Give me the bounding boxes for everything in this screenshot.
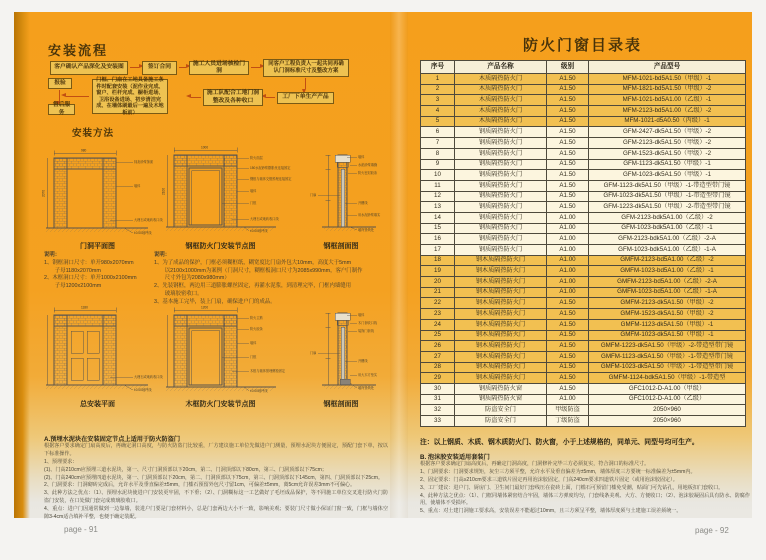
table-cell-no: 30	[421, 383, 455, 394]
diagram-label: 开槽线	[358, 359, 368, 364]
diagram-label: 用水泥砂浆填实	[358, 213, 381, 218]
flow-box-after-sales: 售后服务	[48, 104, 75, 115]
dimension-label: 1200	[201, 305, 209, 310]
table-cell-no: 24	[421, 319, 455, 330]
table-cell-no: 26	[421, 341, 455, 352]
table-row	[421, 191, 746, 202]
table-cell-grade: A1.50	[547, 116, 589, 127]
text-line: 4、此种方法之优点：（1）、门框同墙体紧密结合牢固，墙体三方弹度均匀，门套线条美观、大方、方便收口；（2）、泡沫胶凝固后具有防水、防腐作用，使墙体不受损坏。	[420, 492, 750, 507]
table-cell-name: 木质隔热防火门	[455, 116, 547, 127]
table-row	[421, 405, 746, 416]
table-cell-model: GFM-1023-dk5A1.50（甲级）-1-带造型带门镜	[589, 191, 746, 202]
table-cell-no: 13	[421, 202, 455, 213]
table-cell-model: GMFM-2123-bd5A1.00（乙级）-2-A	[589, 277, 746, 288]
table-cell-model: GFC1012-D-A1.00（乙级）	[589, 394, 746, 405]
table-cell-model: GMFM-1023-dk5A1.50（甲级）-1	[589, 330, 746, 341]
table-header-row	[421, 61, 746, 74]
text-line: 以2100x1000mm为案例（门洞尺寸，糊框板洞口尺寸为2085x990mm，客户门制作	[154, 267, 363, 274]
text-line: 5、重点：对土建门洞施工要求高，安装误差不能超过10mm，且三方须呈平整，墙体厚度须与土建施工误差须统一。	[420, 508, 682, 515]
table-cell-no: 27	[421, 351, 455, 362]
diagram-caption: 钢框剖面图	[323, 401, 359, 408]
table-cell-no: 17	[421, 245, 455, 256]
table-cell-grade: A1.50	[547, 383, 589, 394]
flow-arrow-right-icon	[130, 67, 139, 68]
text-line: 2、门洞要求：门洞砌砖完成后，允许水平及垂直偏差±5mm，门槛石预留外包尺寸留1cm，可偏差±5mm，离5cm允许误差3mm不可偏心。	[44, 482, 356, 489]
table-cell-name: 钢木质隔热防火门	[455, 341, 547, 352]
table-cell-name: 钢质隔热防火门	[455, 245, 547, 256]
diagram-label: 钢框与墙体交错预埋连接固定	[250, 177, 292, 182]
page-fold	[390, 12, 408, 518]
page-number-left: page - 91	[64, 525, 98, 534]
diagram-label: 水泥砂浆填缝	[358, 163, 378, 168]
flow-arrow-down-icon	[59, 90, 60, 101]
catalog-table	[420, 60, 746, 427]
table-row	[421, 394, 746, 405]
table-cell-name: 钢木质隔热防火门	[455, 319, 547, 330]
table-cell-model: GMFM-1023-bd5A1.00（乙级）-1	[589, 266, 746, 277]
table-row	[421, 319, 746, 330]
table-cell-grade: A1.00	[547, 223, 589, 234]
method-title: 安装方法	[72, 128, 115, 139]
diagram-label: 墙内垫块处	[358, 386, 374, 391]
binding-shadow	[14, 12, 30, 518]
table-cell-model: 2050×960	[589, 416, 746, 427]
section-b-heading: B. 泡沫胶安装适用套装门	[420, 454, 490, 461]
column-header-no: 序号	[421, 61, 455, 74]
text-line: 尺寸外包为2080x980mm）	[154, 275, 230, 282]
table-cell-name: 钢质隔热防火门	[455, 138, 547, 149]
table-cell-grade: A1.50	[547, 202, 589, 213]
diagram-door-opening-plan	[40, 146, 163, 241]
flow-arrow-left-icon	[266, 97, 275, 98]
table-cell-grade: A1.00	[547, 255, 589, 266]
diagram-caption: 总安装平面	[80, 401, 115, 408]
table-cell-grade: A1.50	[547, 170, 589, 181]
table-cell-grade: 甲级防盗	[547, 405, 589, 416]
flow-arrow-right-icon	[251, 67, 260, 68]
table-cell-name: 钢木质隔热防火门	[455, 277, 547, 288]
table-cell-model: MFM-1021-d5A0.50（丙级）-1	[589, 116, 746, 127]
diagram-steel-frame-node	[158, 143, 292, 243]
text-line: 根据客户要求确定门扇高度后，再确定门洞高度，门洞修补完毕三方必须复实，符合洞口的标准尺寸。	[420, 461, 650, 467]
table-cell-grade: A1.50	[547, 341, 589, 352]
table-cell-grade: A1.50	[547, 180, 589, 191]
section-b-body	[420, 461, 750, 516]
table-cell-model: GMFM-1123-dk5A1.50（甲级）-1-带造型带门镜	[589, 351, 746, 362]
diagram-wood-frame-node	[158, 303, 286, 403]
column-header-model: 产品型号	[589, 61, 746, 74]
table-cell-name: 钢质隔热防火门	[455, 191, 547, 202]
table-cell-model: GMFM-1223-dk5A1.50（甲级）-2-带造型带门镜	[589, 341, 746, 352]
diagram-label: 墙体	[250, 189, 257, 194]
table-row	[421, 330, 746, 341]
diagram-label: ±0.00地坪线	[134, 231, 152, 236]
table-row	[421, 180, 746, 191]
table-cell-no: 20	[421, 277, 455, 288]
table-row	[421, 95, 746, 106]
table-cell-grade: A1.00	[547, 287, 589, 298]
table-cell-grade: A1.50	[547, 106, 589, 117]
dimension-label: 980	[81, 148, 87, 153]
diagram-label: ±0.00地坪线	[250, 389, 268, 394]
diagram-steel-frame-section	[296, 145, 386, 245]
table-cell-no: 6	[421, 127, 455, 138]
table-cell-grade: A1.50	[547, 138, 589, 149]
diagram-label: 开槽线	[358, 201, 368, 206]
table-cell-model: GMFM-2123-bd5A1.00（乙级）-2	[589, 255, 746, 266]
table-cell-grade: A1.00	[547, 394, 589, 405]
table-row	[421, 351, 746, 362]
flow-box-inspection: 报验	[48, 78, 72, 89]
diagram-label: 木框与墙体预埋螺栓固定	[250, 369, 286, 374]
table-cell-grade: A1.50	[547, 319, 589, 330]
catalog-note: 注：以上钢质、木质、钢木质防火门、防火窗，小于上述规格的，同单元、同型号均可生产。	[420, 439, 699, 446]
table-cell-name: 钢木质隔热防火门	[455, 287, 547, 298]
table-cell-name: 钢木质隔热防火门	[455, 373, 547, 384]
text-line: 2、先装钢框，两边用三道膨胀螺丝固定，再灌水泥浆，到清理完毕，门框内墙缝用	[154, 283, 352, 290]
notes-left	[44, 252, 150, 291]
table-cell-no: 21	[421, 287, 455, 298]
table-cell-grade: A1.00	[547, 212, 589, 223]
table-cell-no: 10	[421, 170, 455, 181]
table-row	[421, 309, 746, 320]
table-row	[421, 341, 746, 352]
text-line: 3、工厂建议：进户门、厨房门、卫生间门最好门套线压在瓷砖上面，门槛石可预留门槛免受潮，贴面门可先钻孔，用地板扣门套收口。	[420, 484, 724, 491]
table-cell-model: 2050×960	[589, 405, 746, 416]
table-cell-grade: A1.50	[547, 95, 589, 106]
diagram-label: 大理石或地砖收口线	[250, 217, 279, 222]
table-cell-name: 钢木质隔热防火门	[455, 362, 547, 373]
diagram-steel-frame-section-2	[296, 303, 386, 403]
table-cell-grade: A1.50	[547, 148, 589, 159]
section-a-body	[44, 443, 388, 522]
diagram-caption: 钢框防火门安装节点图	[185, 243, 256, 250]
notes-left-heading: 说明：	[44, 252, 61, 258]
table-cell-model: GFM-1023-bdk5A1.00（乙级）-1	[589, 223, 746, 234]
text-line: 子母1200x2100mm	[44, 283, 102, 290]
table-cell-grade: A1.50	[547, 309, 589, 320]
dimension-label: 2100	[161, 187, 166, 195]
table-row	[421, 212, 746, 223]
table-cell-name: 钢木质隔热防火门	[455, 255, 547, 266]
table-cell-no: 2	[421, 84, 455, 95]
flow-arrow-left-icon	[66, 96, 89, 97]
table-cell-no: 31	[421, 394, 455, 405]
table-cell-model: GFM-1023-bdk5A1.00（乙级）-1-A	[589, 245, 746, 256]
diagram-label: 大理石或地砖收口线	[134, 375, 163, 380]
table-cell-name: 钢质隔热防火窗	[455, 394, 547, 405]
diagram-label: 木门套收口线	[358, 321, 378, 326]
text-line: (1)、门高210cm应预埋三道水泥块，第一、尺寸门洞顶部以下20cm，第二、门洞顶部以下80cm，第三、门洞顶部以下75cm；	[44, 466, 328, 473]
table-cell-no: 5	[421, 116, 455, 127]
table-cell-grade: A1.00	[547, 245, 589, 256]
table-cell-no: 25	[421, 330, 455, 341]
text-line: 2、固定要求：门高≥210cm要求三道铁片固定再用泡沫胶固定，门高240cm要求四道铁片固定（或用泡沫胶固定）。	[420, 476, 678, 483]
table-row	[421, 223, 746, 234]
dimension-label: 2070	[41, 189, 46, 197]
table-cell-no: 23	[421, 309, 455, 320]
diagram-label: 门框	[250, 201, 257, 206]
text-line: (2)、门高240cm应预埋四道水泥块，第一、门洞顶部以下20cm，第二、门洞顶部以下75cm，第三、门洞顶部以下145cm，第四、门洞顶部以下25cm。	[44, 474, 384, 481]
table-row	[421, 127, 746, 138]
table-row	[421, 416, 746, 427]
table-cell-no: 1	[421, 74, 455, 85]
flow-box-confirm-drawings: 客户确认产品深化及安装图	[50, 61, 128, 75]
table-row	[421, 159, 746, 170]
text-line: 根据客户要求确定门扇高度后，再确定洞口高度，与防火防盗门比较重，厂方建议施工单位先做进户门测量，预埋水泥块方便固定，预配门套下单，按以下标准操作。	[44, 443, 388, 457]
flow-arrow-left-icon	[191, 97, 201, 98]
diagram-label: 墙体	[134, 184, 141, 189]
table-cell-model: GMFM-2123-dk5A1.50（甲级）-2	[589, 298, 746, 309]
flow-box-site-check: 施工人员进场核检门洞	[189, 61, 249, 75]
table-cell-no: 32	[421, 405, 455, 416]
table-cell-name: 钢木质隔热防火门	[455, 330, 547, 341]
text-line: 1、钢框洞口尺寸：单开980x2070mm	[44, 259, 134, 266]
table-cell-no: 7	[421, 138, 455, 149]
table-cell-grade: A1.00	[547, 266, 589, 277]
table-cell-no: 29	[421, 373, 455, 384]
table-cell-no: 8	[421, 148, 455, 159]
table-row	[421, 170, 746, 181]
table-row	[421, 106, 746, 117]
text-line: 4、重点：进户门因通常做到一边靠墙，装进户门要是门套材料小，总是门套两边大小不一致，影响美观；要装门尺寸做小保证门窗一致，门框与墙体空隙3-4cm适合填补平整，也便于确定装配。	[44, 506, 388, 521]
table-cell-name: 木质隔热防火门	[455, 95, 547, 106]
table-row	[421, 245, 746, 256]
table-cell-no: 15	[421, 223, 455, 234]
table-cell-model: GMFM-1523-dk5A1.50（甲级）-2	[589, 309, 746, 320]
page-title-right: 防火门窗目录表	[522, 37, 642, 54]
table-cell-model: GFM-1023-dk5A1.50（甲级）-1	[589, 170, 746, 181]
diagram-caption: 门洞平面图	[80, 243, 115, 250]
diagram-overall-installation-plan	[40, 303, 163, 398]
table-row	[421, 362, 746, 373]
page-title-left: 安装流程	[48, 43, 109, 58]
table-cell-grade: A1.50	[547, 127, 589, 138]
table-cell-grade: A1.00	[547, 234, 589, 245]
table-cell-no: 9	[421, 159, 455, 170]
flow-arrow-down-icon	[305, 78, 306, 89]
table-cell-name: 钢木质隔热防火门	[455, 266, 547, 277]
diagram-label: 防火主筋	[250, 316, 263, 321]
table-cell-no: 33	[421, 416, 455, 427]
table-cell-model: GFM-1123-dk5A1.50（甲级）-1-带造型带门镜	[589, 180, 746, 191]
flow-box-factory-order: 工厂下单生产产品	[277, 92, 334, 104]
diagram-label: 大理石或地砖收口线	[134, 218, 163, 223]
table-cell-model: MFM-1021-bd5A1.50（甲级）-1	[589, 74, 746, 85]
diagram-caption: 木框防火门安装节点图	[185, 401, 256, 408]
dimension-label: 1180	[81, 305, 88, 310]
table-cell-model: GFM-2123-bdk5A1.00（乙级）-2-A	[589, 234, 746, 245]
diagram-label: ±0.00地坪线	[250, 229, 268, 234]
table-cell-model: MFM-1821-bd5A1.50（甲级）-2	[589, 84, 746, 95]
diagram-label: 防火密封胶条	[358, 171, 378, 176]
diagram-label: 150水泥砂浆膨胀丝连接固定	[250, 166, 291, 171]
text-line: 1、门洞要求：门洞要求规矩，灰尘三方须平整，允许水平及垂直偏差为±5mm，墙体厚度三方要统一标准偏差为±5mm内。	[420, 468, 696, 475]
diagram-caption: 钢框剖面图	[323, 243, 359, 250]
table-cell-no: 19	[421, 266, 455, 277]
table-cell-no: 3	[421, 95, 455, 106]
table-cell-name: 木质隔热防火门	[455, 84, 547, 95]
column-header-grade: 级别	[547, 61, 589, 74]
flow-box-site-rectify: 施工队配合工地门洞整改及各种收口	[203, 89, 263, 106]
table-row	[421, 277, 746, 288]
table-cell-name: 木质隔热防火门	[455, 74, 547, 85]
table-cell-name: 钢木质隔热防火门	[455, 351, 547, 362]
section-a-heading: A.预埋水泥块在安装固定节点上适用于防火防盗门	[44, 436, 181, 443]
flow-box-sign-contract: 签订合同	[142, 61, 177, 75]
table-row	[421, 202, 746, 213]
table-cell-name: 钢质隔热防火门	[455, 170, 547, 181]
table-cell-name: 钢质隔热防火门	[455, 212, 547, 223]
table-cell-grade: A1.50	[547, 330, 589, 341]
table-cell-no: 11	[421, 180, 455, 191]
table-cell-model: GMFM-1023-dk5A1.50（甲级）-1-带造型带门镜	[589, 362, 746, 373]
table-cell-grade: A1.50	[547, 373, 589, 384]
table-cell-model: GMFM-1124-bdk5A1.50（甲级）-1-带造型	[589, 373, 746, 384]
diagram-label: 抹灰砂浆饰面	[134, 160, 154, 165]
dimension-label: 1000	[201, 145, 209, 150]
text-line: 玻璃胶密收口。	[154, 291, 203, 298]
table-cell-model: MFM-2123-bd5A1.00（乙级）-2	[589, 106, 746, 117]
diagram-label: 防火面层	[250, 156, 263, 161]
diagram-label: 防火胶条	[250, 327, 263, 332]
table-cell-model: GMFM-1123-dk5A1.50（甲级）-1	[589, 319, 746, 330]
table-cell-name: 钢木质隔热防火门	[455, 309, 547, 320]
table-row	[421, 266, 746, 277]
table-cell-model: GFM-1123-dk5A1.50（甲级）-1	[589, 159, 746, 170]
table-cell-grade: A1.50	[547, 298, 589, 309]
table-cell-model: GFM-1223-dk5A1.50（甲级）-2-带造型带门镜	[589, 202, 746, 213]
table-cell-name: 钢质隔热防火门	[455, 223, 547, 234]
table-cell-model: GFM-2427-dk5A1.50（甲级）-2	[589, 127, 746, 138]
notes-mid	[154, 252, 388, 307]
diagram-label: 墙体	[358, 155, 365, 160]
flow-box-install-conditions: 门框、门扇在工地具备施工条件时配套安装（泥作业完成、窗户、栏杆完成、橱柜进场、卫浴设备进场、初步清洁完成、在墙体刷最后一遍及木地板前）	[92, 79, 168, 114]
diagram-label: 墙内垫块处	[358, 228, 374, 233]
table-cell-grade: A1.50	[547, 84, 589, 95]
table-row	[421, 148, 746, 159]
table-row	[421, 74, 746, 85]
text-line: 3、基本施工完毕，装上门扇，确保进户门的成品。	[154, 298, 276, 305]
notes-mid-heading: 说明：	[154, 252, 171, 258]
table-row	[421, 116, 746, 127]
diagram-label: 装饰门套线	[358, 329, 374, 334]
table-cell-no: 18	[421, 255, 455, 266]
table-cell-grade: A1.00	[547, 277, 589, 288]
table-cell-name: 钢质隔热防火门	[455, 180, 547, 191]
table-cell-name: 钢木质隔热防火门	[455, 298, 547, 309]
diagram-label: 门扇	[310, 351, 317, 355]
table-cell-model: GMFM-1023-bd5A1.00（乙级）-1-A	[589, 287, 746, 298]
table-cell-model: GFM-2123-dk5A1.50（甲级）-2	[589, 138, 746, 149]
table-cell-model: GFM-2123-bdk5A1.00（乙级）-2	[589, 212, 746, 223]
text-line: 1、为了成品的保护，门框必须糊框纸，糊宽度比门扇外包大10mm，高度大于5mm	[154, 259, 352, 266]
table-cell-grade: A1.50	[547, 159, 589, 170]
catalog-body	[421, 74, 746, 427]
table-row	[421, 234, 746, 245]
table-cell-grade: A1.50	[547, 362, 589, 373]
flow-box-reconfirm-size: 同客户工程负责人一起共同再确认门洞标准尺寸及整改方案	[263, 59, 349, 77]
table-cell-name: 钢质隔热防火门	[455, 127, 547, 138]
table-cell-no: 12	[421, 191, 455, 202]
table-cell-name: 钢质隔热防火窗	[455, 383, 547, 394]
table-cell-no: 28	[421, 362, 455, 373]
table-row	[421, 84, 746, 95]
table-row	[421, 287, 746, 298]
page-number-right: page - 92	[695, 526, 729, 535]
table-cell-name: 钢质隔热防火门	[455, 148, 547, 159]
table-row	[421, 138, 746, 149]
table-cell-name: 钢质隔热防火门	[455, 202, 547, 213]
diagram-label: 门框	[250, 355, 257, 360]
table-cell-grade: 丁级防盗	[547, 416, 589, 427]
table-cell-no: 22	[421, 298, 455, 309]
diagram-label: 用大木方垫实	[358, 373, 378, 378]
table-cell-name: 木质隔热防火门	[455, 106, 547, 117]
table-cell-name: 防盗安全门	[455, 416, 547, 427]
flow-arrow-right-icon	[179, 67, 186, 68]
column-header-name: 产品名称	[455, 61, 547, 74]
table-cell-model: MFM-1021-bd5A1.00（乙级）-1	[589, 95, 746, 106]
diagram-label: 门扇	[310, 193, 317, 197]
table-cell-no: 14	[421, 212, 455, 223]
text-line: 1、预埋要求：	[44, 458, 78, 465]
diagram-label: 墙体	[250, 341, 257, 346]
diagram-label: 墙体	[358, 313, 365, 318]
table-cell-name: 防盗安全门	[455, 405, 547, 416]
table-cell-grade: A1.50	[547, 74, 589, 85]
text-line: 3、此种方法之优点：（1）、预埋水泥块使进户门安装更牢固，不下垂；（2）、门洞糊标这一工艺做好了毛坯成品保护，等不同施工单位交叉进行防火门防盗门安装，在口处做门套完成玻璃胶收口。	[44, 490, 388, 505]
table-cell-model: GFM-1523-dk5A1.50（甲级）-2	[589, 148, 746, 159]
text-line: 2、木框洞口尺寸：单开1000x2100mm	[44, 275, 137, 282]
diagram-label: ±0.00地坪线	[134, 388, 152, 393]
table-row	[421, 373, 746, 384]
table-cell-grade: A1.50	[547, 351, 589, 362]
table-cell-no: 4	[421, 106, 455, 117]
table-row	[421, 298, 746, 309]
text-line: 子母1180x2070mm	[44, 267, 101, 274]
table-cell-no: 16	[421, 234, 455, 245]
table-cell-name: 钢质隔热防火门	[455, 234, 547, 245]
table-cell-grade: A1.50	[547, 191, 589, 202]
table-row	[421, 255, 746, 266]
table-cell-name: 钢质隔热防火门	[455, 159, 547, 170]
table-cell-model: GFC1012-D-A1.00（甲级）	[589, 383, 746, 394]
table-row	[421, 383, 746, 394]
